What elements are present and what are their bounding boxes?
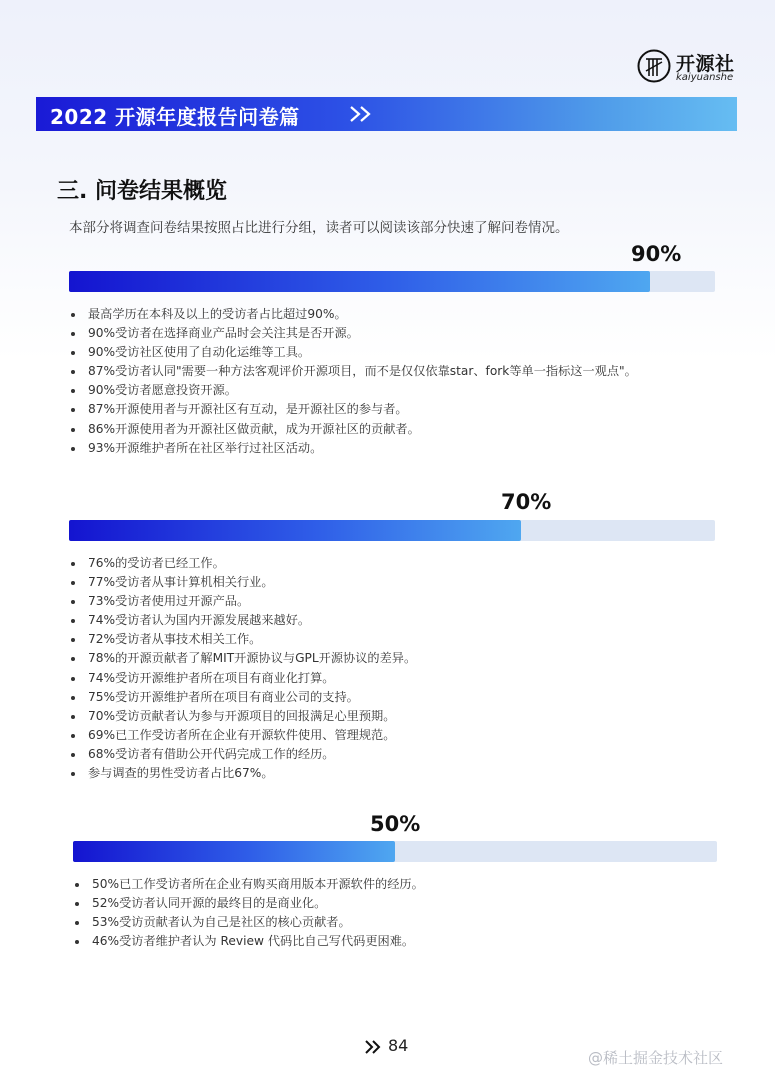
list-item: 75%受访开源维护者所在项目有商业公司的支持。: [69, 688, 416, 707]
group-90-progress-bar: [69, 271, 715, 292]
list-item: 69%已工作受访者所在企业有开源软件使用、管理规范。: [69, 726, 416, 745]
list-item: 参与调查的男性受访者占比67%。: [69, 764, 416, 783]
list-item: 73%受访者使用过开源产品。: [69, 592, 416, 611]
group-50-list: [73, 875, 424, 951]
list-item: 87%开源使用者与开源社区有互动，是开源社区的参与者。: [69, 400, 637, 419]
report-banner: [36, 97, 737, 131]
list-item: 90%受访者愿意投资开源。: [69, 381, 637, 400]
list-item: 93%开源维护者所在社区举行过社区活动。: [69, 439, 637, 458]
list-item: 72%受访者从事技术相关工作。: [69, 630, 416, 649]
group-50-label: 50%: [370, 812, 421, 836]
list-item: 50%已工作受访者所在企业有购买商用版本开源软件的经历。: [73, 875, 424, 894]
group-50-progress-bar: [73, 841, 717, 862]
logo-name-cn: 开源社: [676, 53, 735, 75]
list-item: 86%开源使用者为开源社区做贡献，成为开源社区的贡献者。: [69, 420, 637, 439]
group-70-progress-fill: [69, 520, 521, 541]
list-item: 77%受访者从事计算机相关行业。: [69, 573, 416, 592]
kaiyuanshe-logo-icon: [637, 49, 671, 83]
list-item: 68%受访者有借助公开代码完成工作的经历。: [69, 745, 416, 764]
list-item: 46%受访者维护者认为 Review 代码比自己写代码更困难。: [73, 932, 424, 951]
list-item: 最高学历在本科及以上的受访者占比超过90%。: [69, 305, 637, 324]
kaiyuanshe-logo: [637, 49, 747, 85]
group-70-list: [69, 554, 416, 783]
list-item: 53%受访贡献者认为自己是社区的核心贡献者。: [73, 913, 424, 932]
list-item: 90%受访社区使用了自动化运维等工具。: [69, 343, 637, 362]
list-item: 74%受访者认为国内开源发展越来越好。: [69, 611, 416, 630]
group-90-list: [69, 305, 637, 458]
double-chevron-right-icon: [349, 105, 375, 123]
list-item: 52%受访者认同开源的最终目的是商业化。: [73, 894, 424, 913]
list-item: 70%受访贡献者认为参与开源项目的回报满足心里预期。: [69, 707, 416, 726]
list-item: 76%的受访者已经工作。: [69, 554, 416, 573]
group-90-progress-fill: [69, 271, 650, 292]
list-item: 87%受访者认同"需要一种方法客观评价开源项目，而不是仅仅依靠star、fork等单一指标这一观点"。: [69, 362, 637, 381]
double-chevron-right-icon: [364, 1039, 382, 1055]
section-title: 三. 问卷结果概览: [57, 179, 228, 204]
group-90-label: 90%: [631, 242, 682, 266]
banner-title: 2022 开源年度报告问卷篇: [50, 105, 300, 129]
group-70-progress-bar: [69, 520, 715, 541]
group-70-label: 70%: [501, 490, 552, 514]
list-item: 74%受访开源维护者所在项目有商业化打算。: [69, 669, 416, 688]
list-item: 90%受访者在选择商业产品时会关注其是否开源。: [69, 324, 637, 343]
page-number: 84: [388, 1036, 409, 1055]
watermark: @稀土掘金技术社区: [588, 1049, 724, 1067]
logo-name-en: kaiyuanshe: [676, 72, 734, 83]
list-item: 78%的开源贡献者了解MIT开源协议与GPL开源协议的差异。: [69, 649, 416, 668]
group-50-progress-fill: [73, 841, 395, 862]
section-intro: 本部分将调查问卷结果按照占比进行分组，读者可以阅读该部分快速了解问卷情况。: [69, 220, 569, 236]
